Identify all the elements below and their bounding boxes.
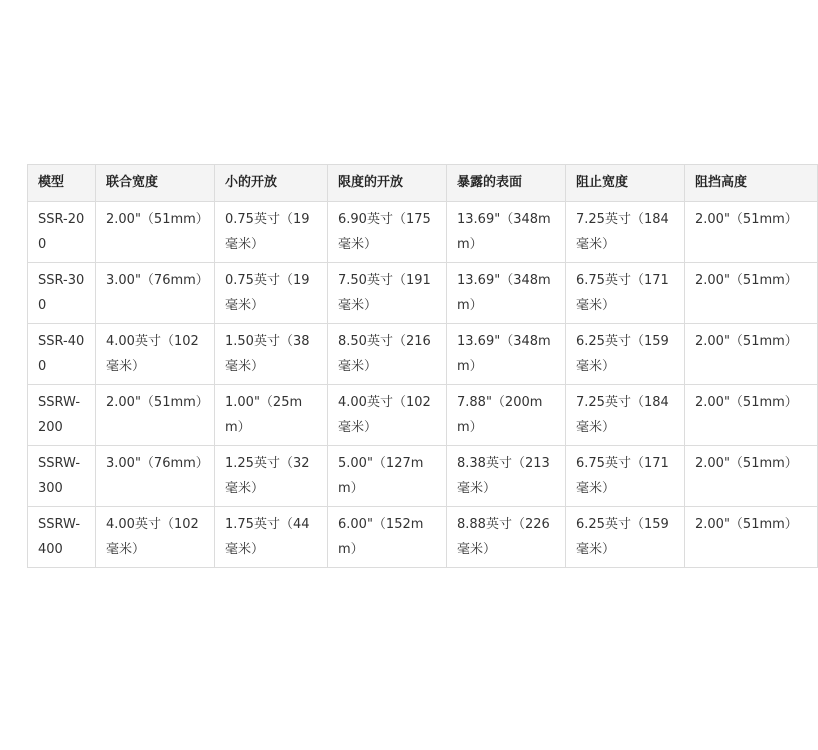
table-cell: 2.00"（51mm）: [685, 446, 818, 507]
table-row: [28, 202, 818, 263]
table-cell: 4.00英寸（102毫米）: [328, 385, 447, 446]
table-cell: 7.25英寸（184毫米）: [566, 385, 685, 446]
table-row: [28, 385, 818, 446]
header-exposed-surface: 暴露的表面: [447, 165, 566, 202]
header-max-opening: 限度的开放: [328, 165, 447, 202]
table-cell: 3.00"（76mm）: [96, 446, 215, 507]
table-cell: 4.00英寸（102毫米）: [96, 507, 215, 568]
table-cell: SSR-200: [28, 202, 96, 263]
table-cell: 4.00英寸（102毫米）: [96, 324, 215, 385]
header-joint-width: 联合宽度: [96, 165, 215, 202]
table-cell: 8.50英寸（216毫米）: [328, 324, 447, 385]
table-cell: 6.75英寸（171毫米）: [566, 263, 685, 324]
table-row: [28, 324, 818, 385]
table-cell: SSRW-400: [28, 507, 96, 568]
table-cell: SSR-300: [28, 263, 96, 324]
table-cell: 2.00"（51mm）: [685, 202, 818, 263]
table-cell: 13.69"（348mm）: [447, 324, 566, 385]
table-cell: 8.88英寸（226毫米）: [447, 507, 566, 568]
table-cell: 2.00"（51mm）: [685, 507, 818, 568]
table-cell: 3.00"（76mm）: [96, 263, 215, 324]
table-cell: 1.25英寸（32毫米）: [215, 446, 328, 507]
table-cell: 5.00"（127mm）: [328, 446, 447, 507]
table-cell: 7.88"（200mm）: [447, 385, 566, 446]
table-cell: 7.50英寸（191毫米）: [328, 263, 447, 324]
table-cell: 2.00"（51mm）: [685, 263, 818, 324]
table-cell: 0.75英寸（19毫米）: [215, 202, 328, 263]
spec-table: [27, 164, 818, 568]
table-cell: 2.00"（51mm）: [96, 202, 215, 263]
table-cell: SSR-400: [28, 324, 96, 385]
table-cell: SSRW-200: [28, 385, 96, 446]
table-cell: 2.00"（51mm）: [685, 324, 818, 385]
table-cell: 1.00"（25mm）: [215, 385, 328, 446]
table-cell: 13.69"（348mm）: [447, 202, 566, 263]
table-cell: SSRW-300: [28, 446, 96, 507]
table-cell: 1.75英寸（44毫米）: [215, 507, 328, 568]
header-block-width: 阻止宽度: [566, 165, 685, 202]
table-cell: 1.50英寸（38毫米）: [215, 324, 328, 385]
table-cell: 6.75英寸（171毫米）: [566, 446, 685, 507]
table-cell: 8.38英寸（213毫米）: [447, 446, 566, 507]
table-cell: 2.00"（51mm）: [685, 385, 818, 446]
spec-table-container: [27, 164, 798, 568]
table-row: [28, 446, 818, 507]
table-row: [28, 507, 818, 568]
table-cell: 6.90英寸（175毫米）: [328, 202, 447, 263]
header-min-opening: 小的开放: [215, 165, 328, 202]
table-cell: 6.25英寸（159毫米）: [566, 507, 685, 568]
header-model: 模型: [28, 165, 96, 202]
table-row: [28, 263, 818, 324]
table-cell: 6.25英寸（159毫米）: [566, 324, 685, 385]
header-block-height: 阻挡高度: [685, 165, 818, 202]
table-cell: 2.00"（51mm）: [96, 385, 215, 446]
table-cell: 13.69"（348mm）: [447, 263, 566, 324]
table-cell: 6.00"（152mm）: [328, 507, 447, 568]
table-cell: 7.25英寸（184毫米）: [566, 202, 685, 263]
table-cell: 0.75英寸（19毫米）: [215, 263, 328, 324]
table-header-row: [28, 165, 818, 202]
